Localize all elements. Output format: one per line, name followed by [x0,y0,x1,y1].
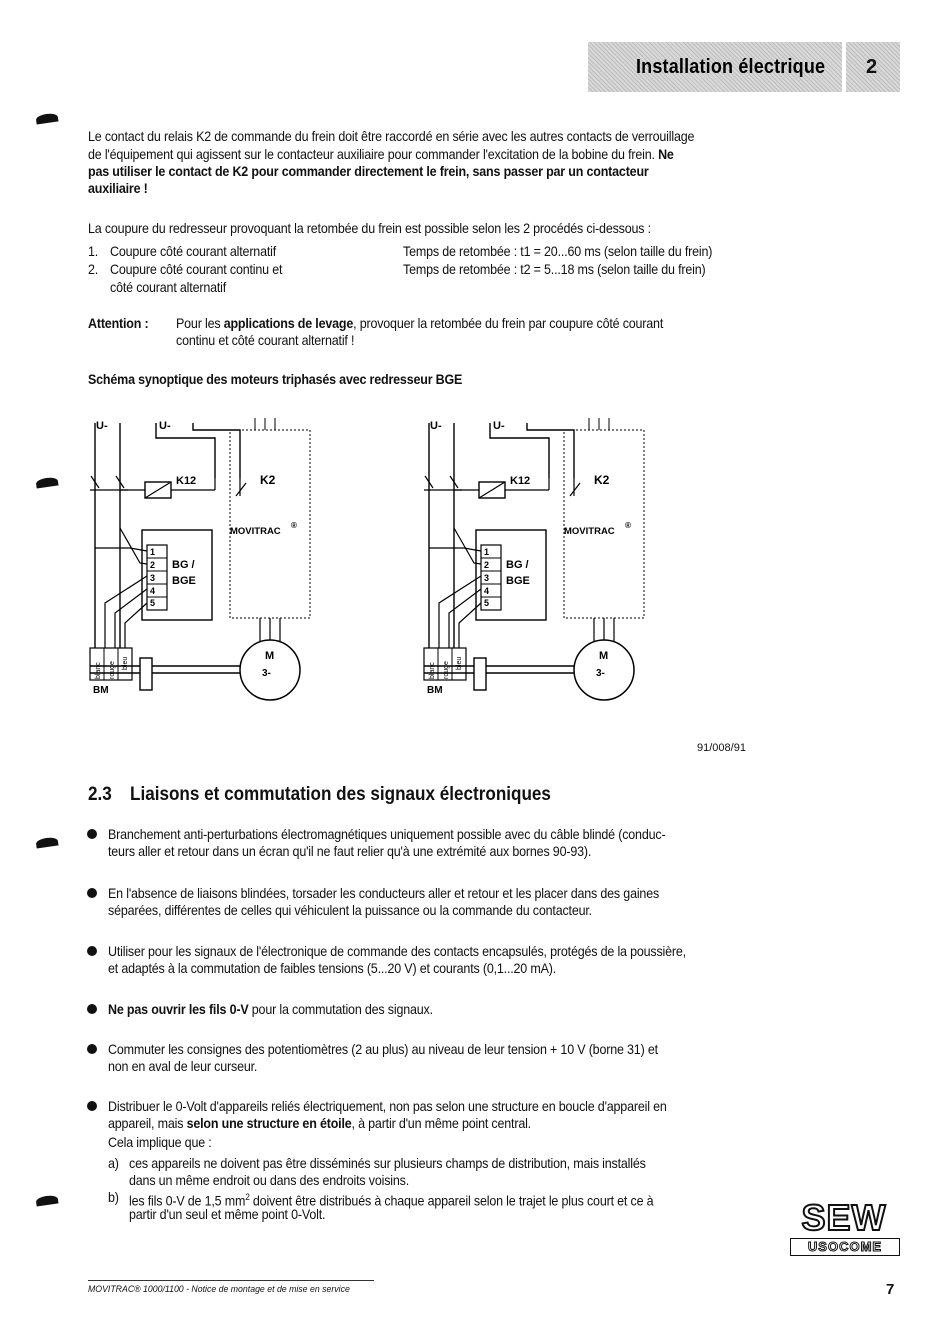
page-number: 7 [886,1281,895,1298]
k12-label: K12 [176,475,197,487]
wire-label-rouge: rouge [109,661,116,679]
bullet-text: Utiliser pour les signaux de l'électronique de commande des contacts encapsulés, protégés de la poussière, [108,944,686,959]
margin-mark [35,477,58,489]
intro-warning-line: pas utiliser le contact de K2 pour commander directement le frein, sans passer par un contacteur [88,164,649,179]
terminal-3: 3 [150,573,156,583]
bullet-icon [87,946,97,956]
bullet-text: appareil, mais selon une structure en étoile, à partir d'un même point central. [108,1116,531,1131]
motor-m-label: M [265,650,275,662]
reg-mark: ® [625,521,631,530]
terminal-2: 2 [150,560,156,570]
movitrac-label: MOVITRAC [564,526,615,537]
margin-mark [35,1195,58,1207]
sub-item-text: partir d'un seul et même point 0-Volt. [129,1207,326,1222]
header-separator [842,42,846,92]
sub-item-text: dans un même endroit ou dans des endroits voisins. [129,1173,410,1188]
terminal-3: 3 [484,573,490,583]
terminal-1: 1 [150,547,156,557]
movitrac-label: MOVITRAC [230,526,281,537]
margin-mark [35,113,58,125]
wire-label-blanc: blanc [95,662,102,679]
terminal-4: 4 [484,586,490,596]
motor-3-label: 3- [262,668,271,679]
bullet-text: teurs aller et retour dans un écran qu'il ne faut relier qu'à une extrémité aux bornes 90-93). [108,844,592,859]
bullet-text: Branchement anti-perturbations électromagnétiques uniquement possible avec du câble blindé (conduc- [108,827,666,842]
list-item-number: 2. [88,262,99,277]
wire-label-rouge: rouge [443,661,450,679]
bullet-text: Ne pas ouvrir les fils 0-V pour la commutation des signaux. [108,1002,433,1017]
sub-item-text: les fils 0-V de 1,5 $mm^2$ doivent être distribués à chaque appareil selon le trajet le plus court et ce à [129,1192,654,1209]
intro-line-2: de l'équipement qui agissent sur le contacteur auxiliaire pour commander l'excitation de la bobine du frein. Ne [88,147,674,162]
figure-code: 91/008/91 [697,742,746,754]
cutoff-intro: La coupure du redresseur provoquant la retombée du frein est possible selon les 2 procédés ci-dessous : [88,221,651,236]
sew-usocome-logo [790,1197,900,1260]
terminal-5: 5 [484,598,490,608]
k12-label: K12 [510,475,531,487]
wire-label-blanc: blanc [429,662,436,679]
sub-item-label: a) [108,1156,119,1171]
k2-label: K2 [594,473,610,487]
u-minus-label: U- [159,420,171,432]
sub-item-text: ces appareils ne doivent pas être disséminés sur plusieurs champs de distribution, mais installés [129,1156,646,1171]
list-item-label: Coupure côté courant continu et [110,262,283,277]
wire-label-bleu: bleu [456,656,463,670]
bullet-icon [87,1004,97,1014]
terminal-1: 1 [484,547,490,557]
margin-mark [35,837,58,849]
bge-label: BGE [506,575,530,587]
footer-rule [88,1280,374,1281]
list-item-label-continued: côté courant alternatif [110,280,227,295]
footer-text: MOVITRAC® 1000/1100 - Notice de montage et de mise en service [88,1284,350,1295]
bullet-text: En l'absence de liaisons blindées, torsader les conducteurs aller et retour et les placer dans des gaines [108,886,660,901]
u-minus-label: U- [430,420,442,432]
list-item-time: Temps de retombée : t2 = 5...18 ms (selon taille du frein) [403,262,706,277]
chapter-number: 2 [866,56,878,78]
attention-text-line-2: continu et côté courant alternatif ! [176,333,355,348]
bm-label: BM [427,685,443,696]
sub-item-label: b) [108,1190,119,1205]
bm-label: BM [93,685,109,696]
intro-line-1: Le contact du relais K2 de commande du frein doit être raccordé en série avec les autres contacts de verrouillage [88,129,695,144]
list-item-number: 1. [88,244,99,259]
wiring-schematic [88,400,688,710]
bullet-icon [87,888,97,898]
bullet-icon [87,1044,97,1054]
u-minus-label: U- [96,420,108,432]
bullet-icon [87,829,97,839]
bg-label: BG / [172,559,195,571]
bge-label: BGE [172,575,196,587]
intro-warning-line: auxiliaire ! [88,181,148,196]
logo-text-usocome: USOCOME [790,1238,900,1256]
logo-text-sew: SEW [801,1197,887,1238]
list-item-label: Coupure côté courant alternatif [110,244,277,259]
bullet-text: Distribuer le 0-Volt d'appareils reliés électriquement, non pas selon une structure en boucle d'appareil en [108,1099,667,1114]
terminal-2: 2 [484,560,490,570]
terminal-4: 4 [150,586,156,596]
section-title: Liaisons et commutation des signaux électroniques [130,784,551,805]
k2-label: K2 [260,473,276,487]
chapter-title: Installation électrique [636,56,826,78]
bullet-text: et adaptés à la commutation de faibles tensions (5...20 V) et courants (0,1...20 mA). [108,961,557,976]
motor-m-label: M [599,650,609,662]
section-number: 2.3 [88,784,112,805]
bg-label: BG / [506,559,529,571]
attention-label: Attention : [88,316,149,331]
motor-3-label: 3- [596,668,605,679]
bullet-icon [87,1101,97,1111]
bullet-text: non en aval de leur curseur. [108,1059,258,1074]
attention-text: Pour les applications de levage, provoquer la retombée du frein par coupure côté courant [176,316,664,331]
bullet-text: séparées, différentes de celles qui véhiculent la puissance ou la commande du contacteur. [108,903,592,918]
reg-mark: ® [291,521,297,530]
terminal-5: 5 [150,598,156,608]
schema-title: Schéma synoptique des moteurs triphasés avec redresseur BGE [88,372,463,387]
bullet-text: Commuter les consignes des potentiomètres (2 au plus) au niveau de leur tension + 10 V (borne 31) et [108,1042,658,1057]
list-item-time: Temps de retombée : t1 = 20...60 ms (selon taille du frein) [403,244,713,259]
u-minus-label: U- [493,420,505,432]
bullet-text: Cela implique que : [108,1135,212,1150]
wire-label-bleu: bleu [122,656,129,670]
